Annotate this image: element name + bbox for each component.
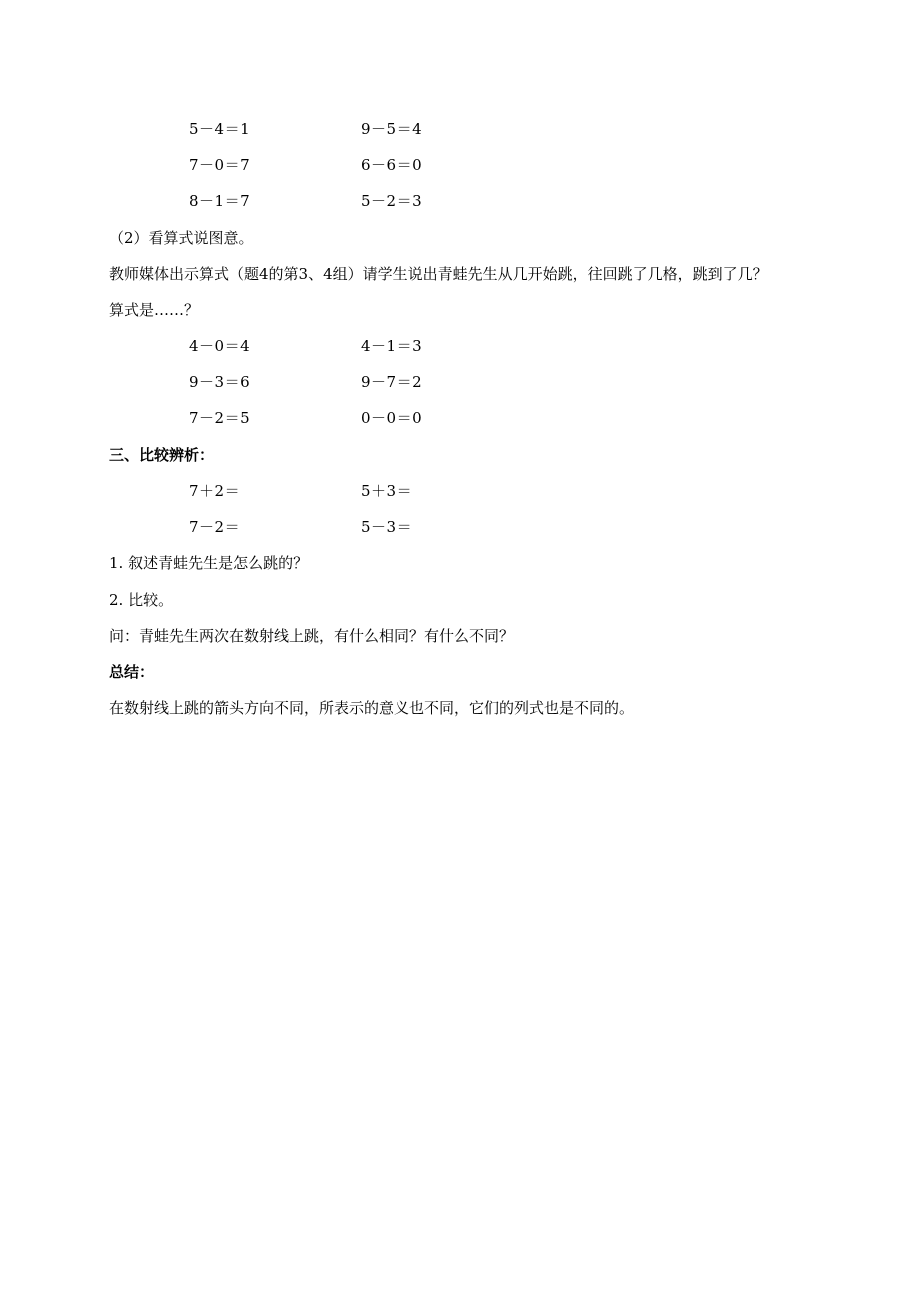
summary-heading: 总结： xyxy=(109,663,155,681)
equation-b-2-left: 9－3＝6 xyxy=(189,373,251,391)
equation-b-2-right: 9－7＝2 xyxy=(361,373,423,391)
equation-b-1-right: 4－1＝3 xyxy=(361,337,423,355)
equation-a-2-left: 7－0＝7 xyxy=(189,156,251,174)
equation-a-1-right: 9－5＝4 xyxy=(361,120,423,138)
equation-b-3-right: 0－0＝0 xyxy=(361,409,423,427)
teacher-instruction-line1: 教师媒体出示算式（题4的第3、4组）请学生说出青蛙先生从几开始跳，往回跳了几格，跳到了几？ xyxy=(109,265,768,283)
point-1: 1. 叙述青蛙先生是怎么跳的？ xyxy=(109,554,309,572)
teacher-instruction-line2: 算式是……？ xyxy=(109,301,200,319)
equation-a-3-right: 5－2＝3 xyxy=(361,192,423,210)
section3-heading: 三、比较辨析： xyxy=(109,446,215,464)
point-2: 2. 比较。 xyxy=(109,591,174,609)
equation-a-3-left: 8－1＝7 xyxy=(189,192,251,210)
equation-b-3-left: 7－2＝5 xyxy=(189,409,251,427)
equation-c-1-left: 7＋2＝ xyxy=(189,482,241,500)
equation-b-1-left: 4－0＝4 xyxy=(189,337,251,355)
equation-c-2-left: 7－2＝ xyxy=(189,518,241,536)
equation-c-1-right: 5＋3＝ xyxy=(361,482,413,500)
summary-text: 在数射线上跳的箭头方向不同，所表示的意义也不同，它们的列式也是不同的。 xyxy=(109,699,635,717)
equation-a-1-left: 5－4＝1 xyxy=(189,120,251,138)
item2-heading: （2）看算式说图意。 xyxy=(109,229,254,247)
equation-c-2-right: 5－3＝ xyxy=(361,518,413,536)
question-line: 问：青蛙先生两次在数射线上跳，有什么相同？有什么不同？ xyxy=(109,627,515,645)
equation-a-2-right: 6－6＝0 xyxy=(361,156,423,174)
